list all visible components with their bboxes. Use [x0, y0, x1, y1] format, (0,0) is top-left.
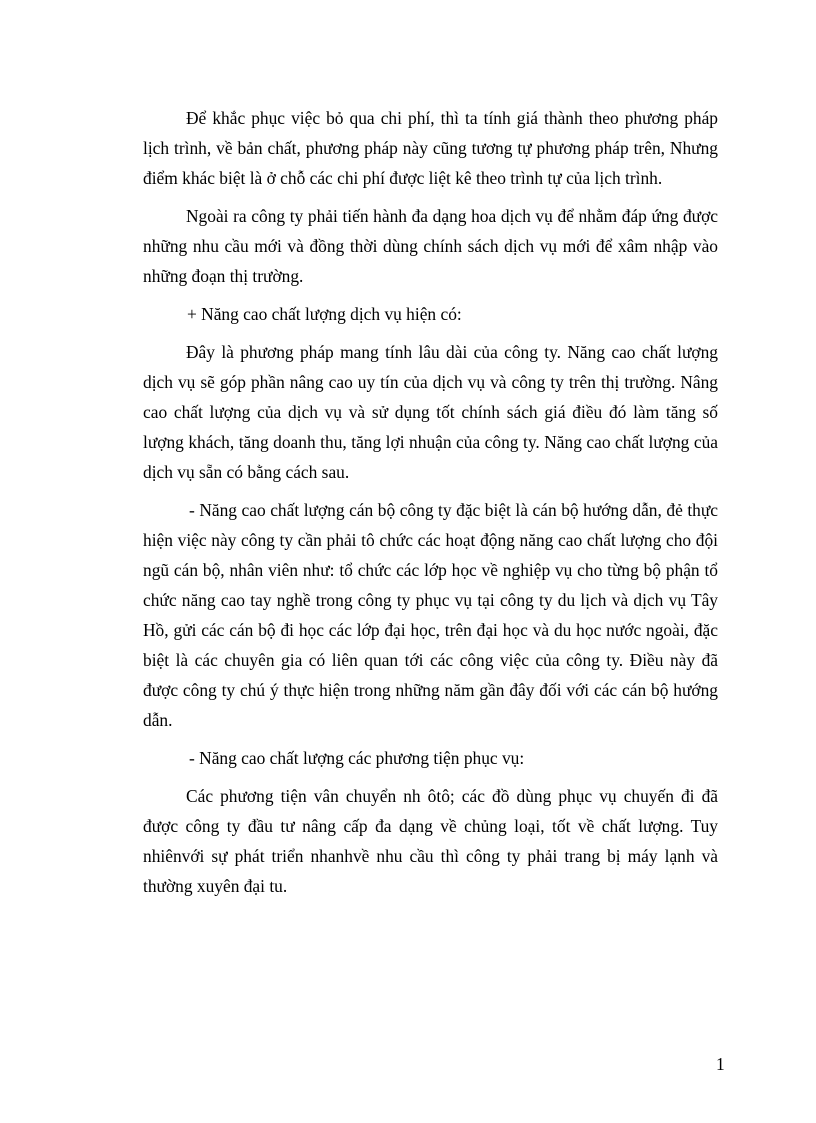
paragraph-long-term-method: Đây là phương pháp mang tính lâu dài của công ty. Năng cao chất lượng dịch vụ sẽ góp phần nâng cao uy tín của dịch vụ và công ty trên thị trường. Nâng cao chất lượng của dịch vụ và sử dụng tốt chính sách giá điều đó làm tăng số lượng khách, tăng doanh thu, tăng lợi nhuận của công ty. Năng cao chất lượng của dịch vụ sẵn có bằng cách sau. [143, 342, 718, 482]
paragraph-service-diversification: Ngoài ra công ty phải tiến hành đa dạng hoa dịch vụ để nhằm đáp ứng được những nhu cầu mới và đồng thời dùng chính sách dịch vụ mới để xâm nhập vào những đoạn thị trường. [143, 206, 718, 286]
page-number: 1 [716, 1054, 725, 1074]
document-body [143, 103, 718, 909]
paragraph-transport-facilities: Các phương tiện vân chuyển nh ôtô; các đồ dùng phục vụ chuyến đi đã được công ty đầu tư nâng cấp đa dạng về chủng loại, tốt về chất lượng. Tuy nhiênvới sự phát triển nhanhvề nhu cầu thì công ty phải trang bị máy lạnh và thường xuyên đại tu. [143, 786, 718, 896]
heading-improve-facilities: - Năng cao chất lượng các phương tiện phục vụ: [189, 748, 525, 768]
paragraph-pricing-schedule: Để khắc phục việc bỏ qua chi phí, thì ta tính giá thành theo phương pháp lịch trình, về bản chất, phương pháp này cũng tương tự phương pháp trên, Nhưng điểm khác biệt là ở chỗ các chi phí được liệt kê theo trình tự của lịch trình. [143, 108, 718, 188]
paragraph-staff-quality: - Năng cao chất lượng cán bộ công ty đặc biệt là cán bộ hướng dẫn, đẻ thực hiện việc này công ty cần phải tô chức các hoạt động năng cao chất lượng cho đội ngũ cán bộ, nhân viên như: tổ chức các lớp học về nghiệp vụ cho từng bộ phận tổ chức năng cao tay nghề trong công ty phục vụ tại công ty du lịch và dịch vụ Tây Hồ, gửi các cán bộ đi học các lớp đại học, trên đại học và du học nước ngoài, đặc biệt là các chuyên gia có liên quan tới các công việc của công ty. Điều này đã được công ty chú ý thực hiện trong những năm gần đây đối với các cán bộ hướng dẫn. [143, 500, 718, 730]
heading-improve-service-quality: + Năng cao chất lượng dịch vụ hiện có: [187, 304, 462, 324]
